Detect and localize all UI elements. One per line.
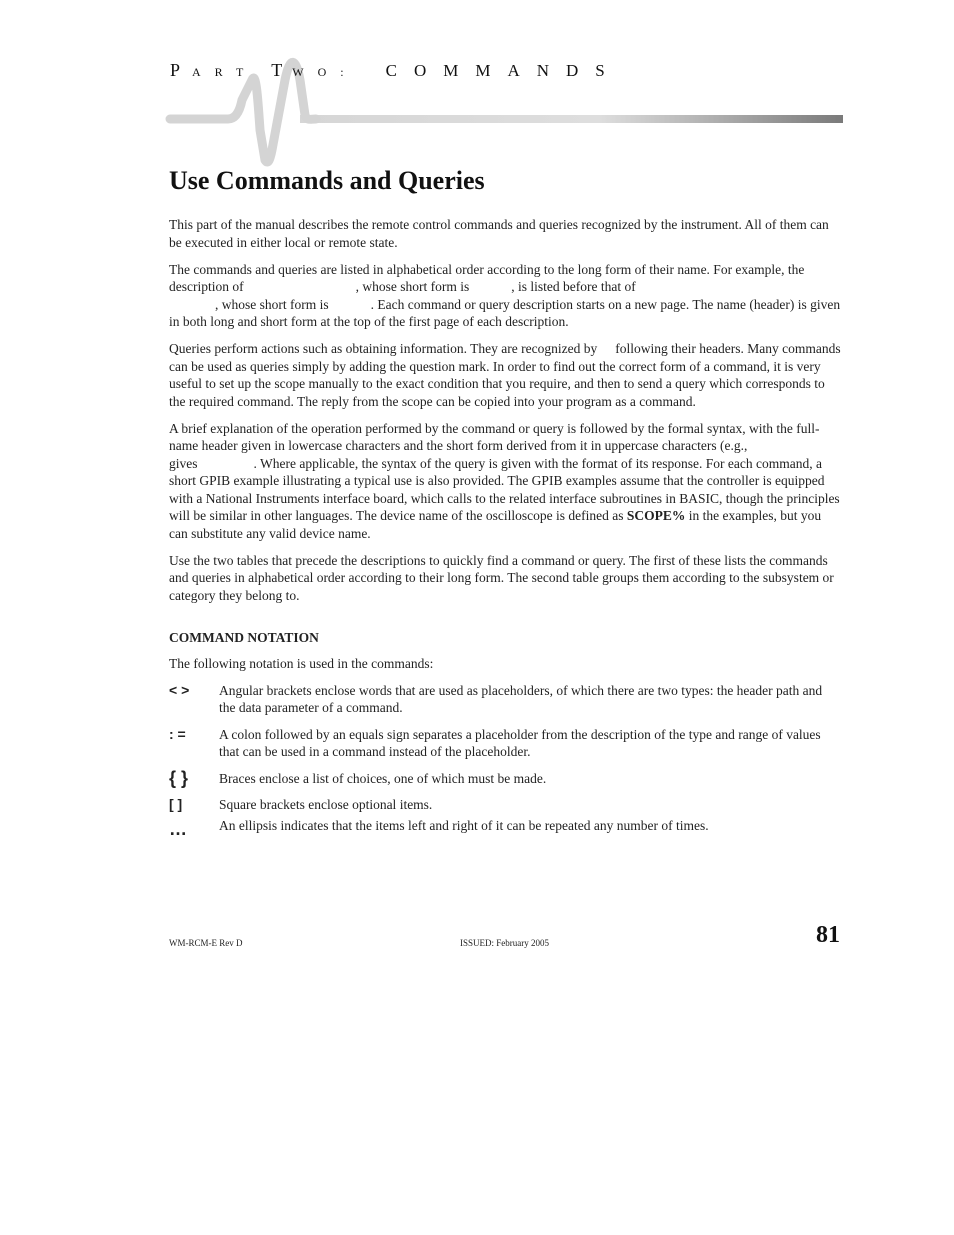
paragraph-syntax: A brief explanation of the operation performed by the command or query is followed by the formal syntax, with the full-name header given in lowercase characters and the short form derived from it in uppercase characters (e.g.,gives . Where applicable, the syntax of the query is given with the format of its response. For each command, a short GPIB example illustrating a typical use is also provided. The GPIB examples assume that the controller is equipped with a National Instruments interface board, which calls to the related interface subroutines in BASIC, though the principles will be similar in other languages. The device name of the oscilloscope is defined as SCOPE% in the examples, but you can substitute any valid device name. (169, 420, 840, 541)
paragraph-order: The commands and queries are listed in alphabetical order according to the long form of their name. For example, the description of , whose short form is , is listed before that of , whose short form is . Each command or query description starts on a new page. The name (header) is given in both long and short form at the top of the first page of each description. (169, 261, 841, 329)
page-number: 81 (816, 922, 840, 948)
paragraph-tables: Use the two tables that precede the descriptions to quickly find a command or query. The first of these lists the commands and queries in alphabetical order according to their long form. The second table groups them according to the subsystem or category they belong to. (169, 552, 834, 603)
notation-desc: Angular brackets enclose words that are used as placeholders, of which there are two types: the header path and the data parameter of a command. (219, 682, 823, 715)
notation-desc: An ellipsis indicates that the items left and right of it can be repeated any number of times. (219, 817, 709, 833)
paragraph-queries: Queries perform actions such as obtaining information. They are recognized by following their headers. Many commands can be used as queries simply by adding the question mark. In order to find out the correct form of a command, it is very useful to set up the scope manually to the exact condition that you require, and then to send a query which corresponds to the required command. The reply from the scope can be copied into your program as a command. (169, 341, 841, 409)
device-name: SCOPE% (626, 508, 686, 523)
notation-item (169, 682, 841, 717)
footer-doc-id: WM-RCM-E Rev D (169, 938, 243, 948)
notation-item (169, 726, 841, 761)
page-title: Use Commands and Queries (169, 166, 485, 195)
notation-item (169, 817, 841, 839)
notation-desc: Braces enclose a list of choices, one of which must be made. (219, 770, 547, 786)
notation-symbol: { } (169, 767, 189, 788)
notation-item (169, 767, 841, 788)
page-header (0, 0, 954, 170)
notation-list (169, 682, 841, 839)
paragraph-intro: This part of the manual describes the remote control commands and queries recognized by the instrument. All of them can be executed in either local or remote state. (169, 217, 829, 250)
footer-issued: ISSUED: February 2005 (460, 938, 549, 948)
notation-desc: A colon followed by an equals sign separates a placeholder from the description of the type and range of values that can be used in a command instead of the placeholder. (219, 726, 821, 759)
notation-desc: Square brackets enclose optional items. (219, 797, 433, 812)
notation-symbol: < > (169, 681, 190, 698)
notation-symbol: : = (169, 725, 186, 742)
notation-symbol: … (169, 818, 187, 839)
notation-symbol: [ ] (169, 796, 183, 812)
waveform-logo (0, 0, 954, 170)
section-heading-notation: COMMAND NOTATION (169, 630, 319, 645)
notation-intro: The following notation is used in the commands: (169, 655, 434, 671)
main-content (169, 216, 841, 847)
part-title: P ART T WO: COMMANDS (170, 60, 622, 80)
notation-item (169, 796, 841, 814)
